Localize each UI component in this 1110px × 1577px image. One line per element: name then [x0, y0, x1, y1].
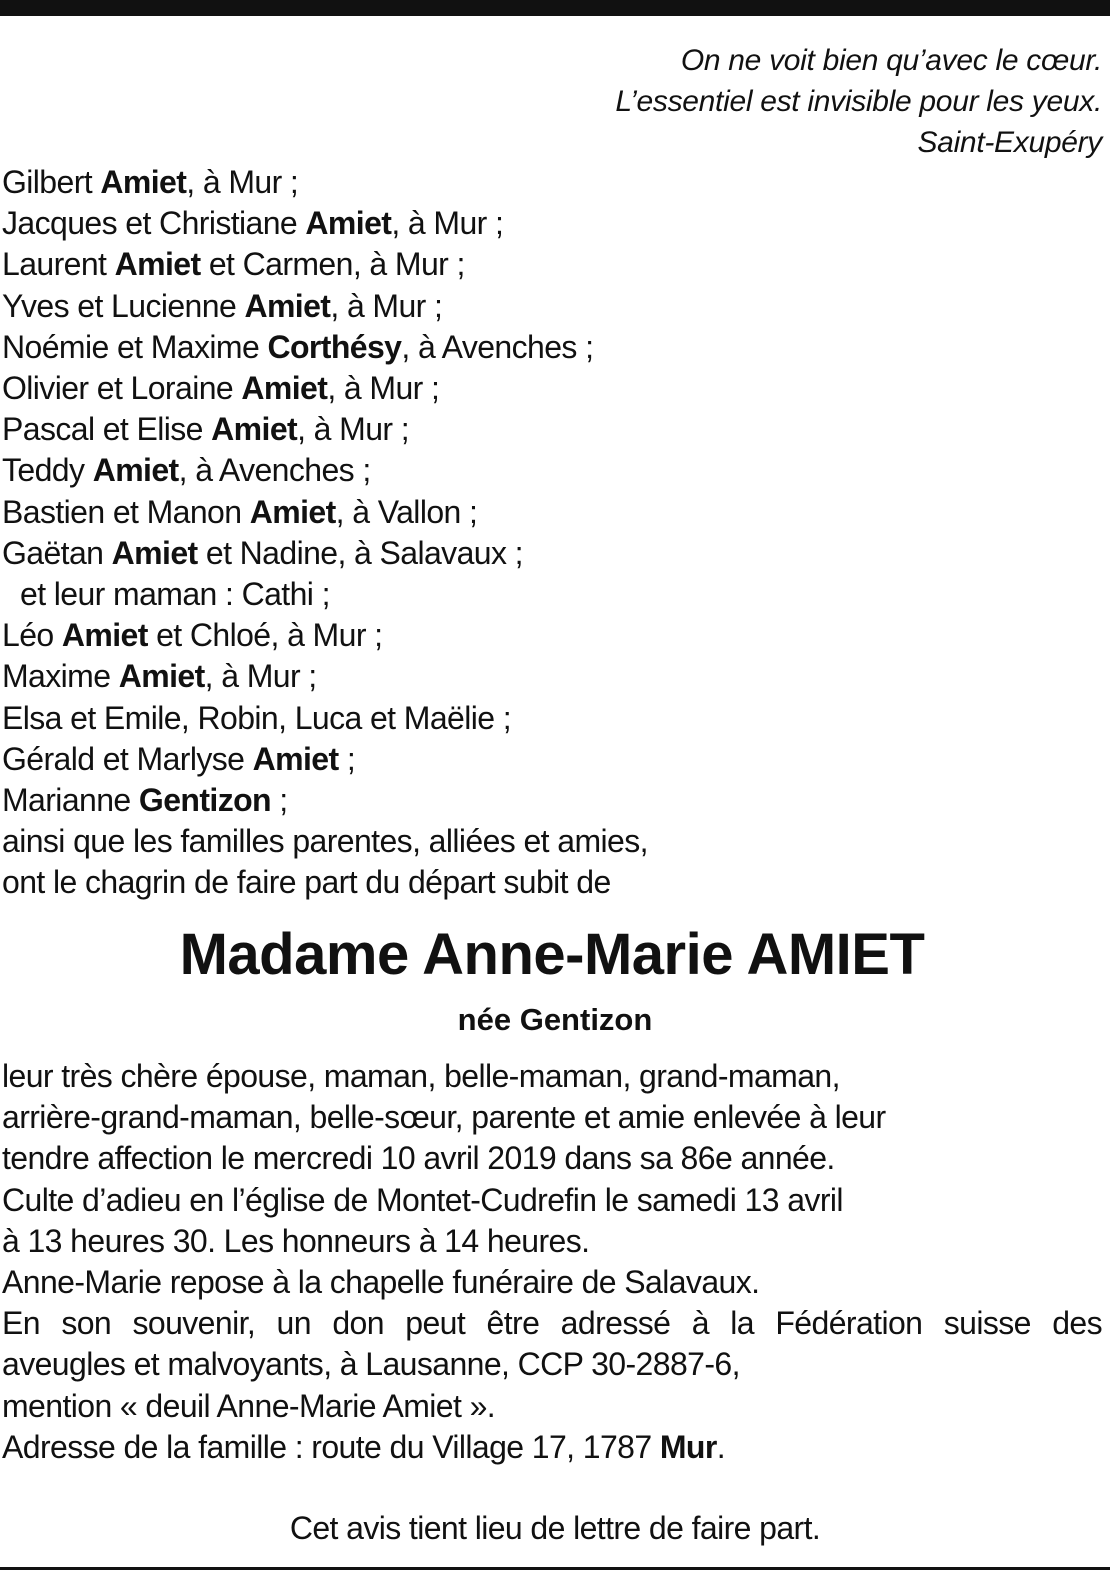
body-line: leur très chère épouse, maman, belle-maman, grand-maman,	[2, 1058, 840, 1094]
family-text: et Carmen, à Mur ;	[200, 246, 465, 283]
family-text: Léo	[2, 617, 62, 654]
family-text: Pascal et Elise	[2, 411, 212, 448]
family-text: Gaëtan	[2, 534, 112, 571]
family-text: Marianne	[2, 782, 139, 819]
family-text: Laurent	[2, 246, 115, 283]
top-border-rule	[0, 0, 1110, 16]
family-text: ont le chagrin de faire part du départ subit de	[2, 864, 611, 901]
family-line	[2, 286, 1102, 327]
body-line: En son souvenir, un don peut être adressé à la Fédération suisse des	[2, 1305, 1102, 1342]
family-surname: Amiet	[305, 205, 392, 242]
family-surname: Amiet	[249, 493, 336, 530]
family-address	[2, 1427, 1102, 1468]
address-town: Mur	[659, 1428, 717, 1465]
family-text: , à Vallon ;	[335, 493, 478, 530]
family-line	[2, 203, 1102, 244]
family-text: Yves et Lucienne	[2, 287, 245, 324]
quote-line-1: On ne voit bien qu’avec le cœur.	[680, 44, 1102, 77]
family-text: , à Mur ;	[204, 658, 317, 695]
family-surname: Amiet	[100, 164, 187, 200]
family-text: et Nadine, à Salavaux ;	[197, 534, 523, 571]
family-line	[2, 698, 1102, 739]
family-text: , à Mur ;	[297, 411, 410, 448]
footer-notice: Cet avis tient lieu de lettre de faire part.	[289, 1510, 821, 1546]
family-text: , à Mur ;	[327, 370, 440, 407]
family-line	[2, 450, 1102, 491]
family-line	[2, 821, 1102, 862]
bottom-border-rule	[0, 1567, 1110, 1570]
family-surname: Amiet	[61, 617, 148, 654]
family-text: Bastien et Manon	[2, 493, 250, 530]
body-line: Culte d’adieu en l’église de Montet-Cudrefin le samedi 13 avril	[2, 1181, 843, 1218]
family-line	[2, 244, 1102, 285]
body-line: aveugles et malvoyants, à Lausanne, CCP 30-2887-6,	[2, 1346, 740, 1383]
family-line	[2, 533, 1102, 574]
family-line	[2, 615, 1102, 656]
family-text: , à Avenches ;	[178, 452, 371, 489]
family-text: ;	[270, 782, 288, 819]
family-text: , à Mur ;	[186, 164, 299, 200]
family-text: , à Mur ;	[330, 287, 443, 324]
family-line	[2, 409, 1102, 450]
family-text: Jacques et Christiane	[2, 205, 306, 242]
quote-line-2: L’essentiel est invisible pour les yeux.	[615, 85, 1102, 118]
body-line: Anne-Marie repose à la chapelle funéraire de Salavaux.	[2, 1264, 760, 1301]
family-text: Teddy	[2, 452, 93, 489]
family-text: Elsa et Emile, Robin, Luca et Maëlie ;	[2, 699, 512, 736]
body-line: arrière-grand-maman, belle-sœur, parente et amie enlevée à leur	[2, 1099, 886, 1136]
family-surname: Amiet	[92, 452, 179, 489]
family-line	[2, 368, 1102, 409]
family-surname: Amiet	[118, 658, 205, 695]
family-text: ainsi que les familles parentes, alliées et amies,	[2, 823, 648, 860]
family-line	[2, 574, 1102, 615]
family-surname: Amiet	[244, 287, 331, 324]
family-surname: Corthésy	[267, 328, 402, 365]
family-text: et Chloé, à Mur ;	[147, 617, 383, 654]
family-text: Olivier et Loraine	[2, 370, 242, 407]
family-surname: Amiet	[211, 411, 298, 448]
family-line	[2, 656, 1102, 697]
family-text: Gérald et Marlyse	[2, 740, 253, 777]
address-text: .	[716, 1428, 726, 1465]
body-line: mention « deuil Anne-Marie Amiet ».	[2, 1387, 496, 1424]
address-text: Adresse de la famille : route du Village 17, 1787	[2, 1428, 660, 1465]
family-line	[2, 739, 1102, 780]
family-surname: Amiet	[111, 534, 198, 571]
family-line	[2, 327, 1102, 368]
family-text: Maxime	[2, 658, 119, 695]
family-line	[2, 780, 1102, 821]
family-surname: Amiet	[114, 246, 201, 283]
family-text: ;	[338, 740, 356, 777]
family-text: Gilbert	[2, 164, 101, 200]
family-line	[2, 862, 1102, 903]
quote-author: Saint-Exupéry	[917, 126, 1102, 159]
maiden-name: née Gentizon	[457, 1002, 653, 1037]
obituary-body	[2, 1056, 1102, 1468]
body-line: tendre affection le mercredi 10 avril 2019 dans sa 86e année.	[2, 1140, 835, 1177]
family-surname: Gentizon	[138, 782, 271, 819]
family-text: , à Avenches ;	[401, 328, 594, 365]
family-text: , à Mur ;	[391, 205, 504, 242]
body-line: à 13 heures 30. Les honneurs à 14 heures.	[2, 1222, 590, 1259]
family-text: et leur maman : Cathi ;	[20, 576, 330, 613]
family-line	[2, 492, 1102, 533]
epigraph-quote	[615, 40, 1102, 163]
family-surname: Amiet	[241, 370, 328, 407]
family-surname: Amiet	[252, 740, 339, 777]
family-line	[2, 162, 1102, 203]
family-text: Noémie et Maxime	[2, 328, 268, 365]
deceased-name: Madame Anne-Marie AMIET	[179, 922, 925, 987]
family-list	[2, 162, 1102, 904]
